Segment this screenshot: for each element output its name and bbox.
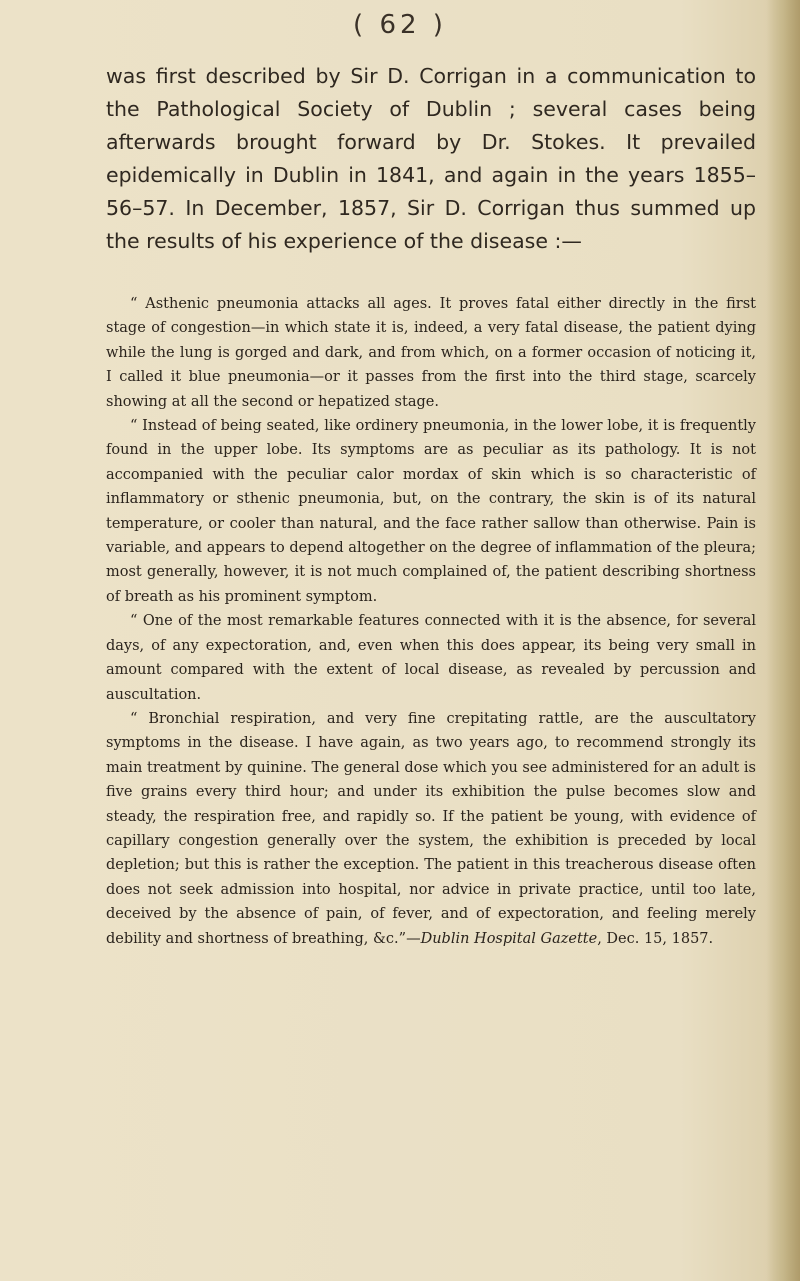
- citation-date: , Dec. 15, 1857.: [597, 930, 714, 947]
- quote-paragraph-4-text: “ Bronchial respiration, and very fine crepitating rattle, are the auscultatory symptoms in the disease. I have again, as two years ago, to recommend strongly its main treatment by quinine. The general dose which you see administered for an adult is five grains every third hour; and under its exhibition the pulse becomes slow and steady, the respiration free, and rapidly so. If the patient be young, with evidence of capillary congestion generally over the system, the exhibition is preceded by local depletion; but this is rather the exception. The patient in this treacherous disease often does not seek admission into hospital, nor advice in private practice, until too late, deceived by the absence of pain, of fever, and of expectoration, and feeling merely debility and shortness of breathing, &c.”—: [106, 710, 756, 947]
- page-edge-shadow: [766, 0, 800, 1281]
- intro-paragraph: was first described by Sir D. Corrigan in a communication to the Pathological Society of Dublin ; several cases being afterwards brought forward by Dr. Stokes. It prevailed epidemically in Dublin in 1841, and again in the years 1855–56–57. In December, 1857, Sir D. Corrigan thus summed up the results of his experience of the disease :—: [106, 64, 756, 253]
- page-number: ( 62 ): [353, 10, 447, 40]
- quote-paragraph-1: “ Asthenic pneumonia attacks all ages. It proves fatal either directly in the first stage of congestion—in which state it is, indeed, a very fatal disease, the patient dying while the lung is gorged and dark, and from which, on a former occasion of noticing it, I called it blue pneumonia—or it passes from the first into the third stage, scarcely showing at all the second or hepatized stage.: [106, 296, 756, 410]
- quote-paragraph-4: [106, 707, 756, 951]
- quote-paragraph-2: “ Instead of being seated, like ordinery pneumonia, in the lower lobe, it is frequently found in the upper lobe. Its symptoms are as peculiar as its pathology. It is not accompanied with the peculiar calor mordax of skin which is so characteristic of inflammatory or sthenic pneumonia, but, on the contrary, the skin is of its natural temperature, or cooler than natural, and the face rather sallow than otherwise. Pain is variable, and appears to depend altogether on the degree of inflammation of the pleura; most generally, however, it is not much complained of, the patient describing shortness of breath as his prominent symptom.: [106, 418, 756, 605]
- citation-source: Dublin Hospital Gazette: [420, 930, 598, 947]
- quotation-block: [106, 292, 756, 951]
- quote-paragraph-3: “ One of the most remarkable features connected with it is the absence, for several days, of any expectoration, and, even when this does appear, its being very small in amount compared with the extent of local disease, as revealed by percussion and auscultation.: [106, 613, 756, 703]
